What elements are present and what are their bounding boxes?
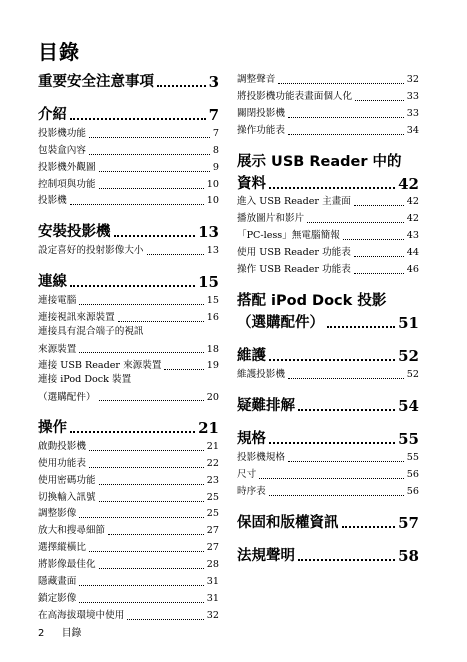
toc-section-entry[interactable]	[38, 124, 219, 141]
dot-leader	[99, 568, 204, 569]
dot-leader	[164, 369, 203, 370]
toc-entry-title: 連接電腦	[38, 295, 77, 307]
toc-page-number: 34	[406, 124, 419, 136]
toc-right-column	[237, 70, 419, 565]
toc-page-number: 42	[398, 174, 419, 193]
toc-page-number: 56	[406, 468, 419, 480]
toc-section-entry[interactable]	[237, 482, 419, 499]
toc-entry-multiline[interactable]	[38, 373, 219, 404]
dot-leader	[298, 559, 395, 561]
toc-section-entry[interactable]	[237, 260, 419, 277]
toc-section-entry[interactable]	[38, 158, 219, 175]
toc-page-number: 58	[398, 546, 419, 565]
toc-entry-title: 尺寸	[237, 468, 257, 480]
dot-leader	[278, 83, 403, 84]
toc-page-number: 28	[206, 559, 219, 571]
toc-page-number: 15	[198, 273, 219, 292]
toc-chapter-entry[interactable]	[38, 70, 219, 91]
toc-chapter-entry[interactable]	[237, 511, 419, 532]
dot-leader	[99, 400, 204, 401]
toc-entry-title: 播放圖片和影片	[237, 213, 305, 225]
toc-page-number: 27	[206, 525, 219, 537]
dot-leader	[118, 321, 204, 322]
toc-entry-title: 疑難排解	[237, 397, 295, 414]
toc-page-number: 55	[398, 429, 419, 448]
toc-entry-title: 在高海拔環境中使用	[38, 609, 125, 621]
dot-leader	[89, 551, 204, 552]
toc-page-number: 42	[406, 213, 419, 225]
toc-page-number: 56	[406, 485, 419, 497]
toc-section-entry[interactable]	[38, 308, 219, 325]
dot-leader	[99, 188, 204, 189]
toc-section-entry[interactable]	[38, 606, 219, 623]
toc-section-entry[interactable]	[38, 555, 219, 572]
toc-entry-title-line: 連接具有混合端子的視訊	[38, 326, 144, 338]
toc-section-entry[interactable]	[38, 437, 219, 454]
toc-entry-multiline[interactable]	[237, 150, 419, 193]
dot-leader	[89, 154, 210, 155]
toc-entry-row	[237, 311, 419, 332]
dot-leader	[79, 517, 203, 518]
toc-chapter-entry[interactable]	[38, 103, 219, 124]
toc-page-number: 46	[406, 264, 419, 276]
dot-leader	[99, 501, 204, 502]
toc-entry-title: 放大和搜尋細節	[38, 525, 106, 537]
toc-page-number: 52	[406, 368, 419, 380]
toc-entry-title: 時序表	[237, 485, 266, 497]
toc-entry-title: 關閉投影機	[237, 107, 285, 119]
toc-entry-title: 控制項與功能	[38, 178, 96, 190]
toc-section-entry[interactable]	[38, 505, 219, 522]
dot-leader	[108, 534, 204, 535]
toc-entry-title: 介紹	[38, 107, 67, 123]
dot-leader	[147, 254, 204, 255]
dot-leader	[157, 85, 206, 87]
toc-page-number: 31	[206, 576, 219, 588]
toc-entry-title: 投影機	[38, 195, 67, 207]
toc-entry-title-line: 展示 USB Reader 中的	[237, 153, 402, 170]
toc-page-number: 3	[208, 73, 219, 91]
toc-left-column	[38, 70, 219, 623]
page-footer	[38, 624, 96, 639]
toc-entry-title: 設定喜好的投射影像大小	[38, 245, 144, 257]
toc-entry-title: 投影機外觀圖	[38, 161, 96, 173]
dot-leader	[70, 431, 195, 433]
toc-section-entry[interactable]	[38, 356, 219, 373]
toc-page-number: 16	[206, 312, 219, 324]
toc-page-number: 7	[208, 106, 219, 124]
toc-page-number: 25	[206, 508, 219, 520]
toc-section-entry[interactable]	[237, 70, 419, 87]
dot-leader	[288, 134, 404, 135]
toc-entry-title: 鎖定影像	[38, 592, 77, 604]
toc-page-number: 57	[398, 513, 419, 532]
toc-entry-title: 投影機功能	[38, 127, 86, 139]
toc-section-entry[interactable]	[237, 465, 419, 482]
toc-entry-title: 使用功能表	[38, 457, 86, 469]
toc-entry-title: 「PC-less」無電腦簡報	[237, 230, 340, 242]
dot-leader	[70, 204, 204, 205]
toc-entry-title: 操作 USB Reader 功能表	[237, 264, 351, 276]
toc-section-entry[interactable]	[237, 365, 419, 382]
toc-chapter-entry[interactable]	[237, 344, 419, 365]
toc-entry-title: 維護	[237, 348, 266, 365]
footer-page-number: 2	[38, 628, 45, 639]
toc-section-entry[interactable]	[38, 572, 219, 589]
toc-entry-title: 選擇縱橫比	[38, 542, 86, 554]
toc-entry-title: 切換輸入訊號	[38, 491, 96, 503]
footer-label: 目錄	[61, 628, 82, 639]
toc-section-entry[interactable]	[38, 454, 219, 471]
toc-entry-title: 投影機規格	[237, 451, 285, 463]
toc-entry-title: （選購配件）	[237, 315, 324, 332]
toc-entry-title: 連線	[38, 274, 67, 291]
dot-leader	[79, 352, 203, 353]
toc-page-number: 44	[406, 247, 419, 259]
toc-entry-row	[237, 172, 419, 193]
toc-section-entry[interactable]	[38, 538, 219, 555]
dot-leader	[342, 526, 396, 528]
toc-entry-title: 規格	[237, 430, 266, 447]
toc-section-entry[interactable]	[38, 141, 219, 158]
toc-entry-title: 將影像最佳化	[38, 559, 96, 571]
toc-page-number: 19	[206, 360, 219, 372]
dot-leader	[269, 495, 404, 496]
toc-entry-row	[38, 387, 219, 404]
toc-section-entry[interactable]	[38, 291, 219, 308]
dot-leader	[288, 378, 404, 379]
dot-leader	[79, 304, 203, 305]
toc-entry-title: 連接 USB Reader 來源裝置	[38, 360, 162, 372]
toc-page-number: 31	[206, 592, 219, 604]
toc-page-number: 52	[398, 347, 419, 366]
dot-leader	[89, 467, 204, 468]
toc-section-entry[interactable]	[237, 87, 419, 104]
toc-page-number: 15	[206, 295, 219, 307]
toc-entry-title: 調整聲音	[237, 73, 276, 85]
dot-leader	[79, 585, 203, 586]
dot-leader	[70, 118, 206, 120]
dot-leader	[89, 450, 204, 451]
toc-page-number: 33	[406, 90, 419, 102]
toc-section-entry[interactable]	[38, 241, 219, 258]
dot-leader	[89, 137, 210, 138]
toc-page-number: 42	[406, 196, 419, 208]
dot-leader	[354, 256, 404, 257]
toc-section-entry[interactable]	[237, 193, 419, 210]
toc-page-number: 22	[206, 457, 219, 469]
toc-chapter-entry[interactable]	[38, 220, 219, 241]
page-title: 目錄	[38, 40, 80, 64]
toc-page-number: 21	[198, 419, 219, 438]
toc-section-entry[interactable]	[38, 589, 219, 606]
toc-entry-title: 保固和版權資訊	[237, 514, 339, 531]
toc-page-number: 55	[406, 451, 419, 463]
toc-section-entry[interactable]	[237, 121, 419, 138]
toc-page-number: 32	[206, 609, 219, 621]
toc-entry-row	[38, 339, 219, 356]
toc-section-entry[interactable]	[237, 226, 419, 243]
toc-section-entry[interactable]	[237, 209, 419, 226]
toc-section-entry[interactable]	[237, 448, 419, 465]
toc-chapter-entry[interactable]	[237, 544, 419, 565]
toc-page-number: 13	[198, 223, 219, 242]
toc-entry-title: 資料	[237, 175, 266, 192]
dot-leader	[259, 478, 404, 479]
toc-entry-title: 連接視訊來源裝置	[38, 312, 115, 324]
dot-leader	[354, 273, 404, 274]
toc-entry-title: 進入 USB Reader 主畫面	[237, 196, 351, 208]
toc-page-number: 13	[206, 245, 219, 257]
toc-section-entry[interactable]	[38, 175, 219, 192]
toc-page-number: 32	[406, 73, 419, 85]
toc-entry-title: 調整影像	[38, 508, 77, 520]
dot-leader	[269, 187, 395, 189]
toc-chapter-entry[interactable]	[38, 416, 219, 437]
toc-page-number: 7	[212, 127, 219, 139]
toc-page-number: 27	[206, 542, 219, 554]
toc-entry-title: 使用 USB Reader 功能表	[237, 247, 351, 259]
toc-section-entry[interactable]	[38, 521, 219, 538]
toc-chapter-entry[interactable]	[38, 270, 219, 291]
toc-entry-title: （選購配件）	[38, 392, 96, 404]
toc-entry-title: 操作功能表	[237, 124, 285, 136]
toc-chapter-entry[interactable]	[237, 427, 419, 448]
dot-leader	[79, 602, 203, 603]
toc-entry-title: 將投影機功能表畫面個人化	[237, 90, 353, 102]
dot-leader	[269, 359, 395, 361]
toc-entry-multiline[interactable]	[237, 289, 419, 332]
dot-leader	[99, 484, 204, 485]
dot-leader	[288, 461, 404, 462]
toc-page-number: 43	[406, 230, 419, 242]
toc-entry-title: 法規聲明	[237, 547, 295, 564]
dot-leader	[343, 239, 404, 240]
toc-page-number: 20	[206, 392, 219, 404]
dot-leader	[354, 205, 404, 206]
toc-page-number: 9	[212, 161, 219, 173]
toc-entry-title: 啟動投影機	[38, 440, 86, 452]
dot-leader	[127, 619, 203, 620]
toc-section-entry[interactable]	[237, 104, 419, 121]
toc-entry-title: 操作	[38, 420, 67, 437]
toc-page-number: 10	[206, 178, 219, 190]
toc-section-entry[interactable]	[38, 488, 219, 505]
toc-entry-title: 維護投影機	[237, 368, 285, 380]
toc-entry-multiline[interactable]	[38, 325, 219, 356]
toc-section-entry[interactable]	[38, 192, 219, 209]
dot-leader	[355, 100, 404, 101]
toc-entry-title: 重要安全注意事項	[38, 74, 154, 90]
dot-leader	[70, 285, 195, 287]
toc-page-number: 21	[206, 440, 219, 452]
toc-chapter-entry[interactable]	[237, 394, 419, 415]
toc-section-entry[interactable]	[237, 243, 419, 260]
dot-leader	[269, 442, 395, 444]
dot-leader	[327, 326, 395, 328]
toc-page-number: 54	[398, 396, 419, 415]
dot-leader	[288, 117, 404, 118]
toc-entry-title: 來源裝置	[38, 344, 77, 356]
toc-page-number: 25	[206, 491, 219, 503]
toc-page-number: 33	[406, 107, 419, 119]
toc-entry-title: 安裝投影機	[38, 224, 111, 241]
toc-page-number: 8	[212, 144, 219, 156]
toc-page-number: 51	[398, 314, 419, 333]
toc-page-number: 10	[206, 195, 219, 207]
toc-entry-title: 包裝盒內容	[38, 144, 86, 156]
toc-entry-title-line: 搭配 iPod Dock 投影	[237, 293, 387, 310]
toc-entry-title: 隱藏畫面	[38, 576, 77, 588]
dot-leader	[114, 235, 196, 237]
toc-entry-title: 使用密碼功能	[38, 474, 96, 486]
toc-entry-title-line: 連接 iPod Dock 裝置	[38, 374, 132, 386]
toc-section-entry[interactable]	[38, 471, 219, 488]
toc-page-number: 23	[206, 474, 219, 486]
dot-leader	[307, 222, 404, 223]
dot-leader	[99, 171, 210, 172]
toc-page-number: 18	[206, 344, 219, 356]
dot-leader	[298, 409, 395, 411]
